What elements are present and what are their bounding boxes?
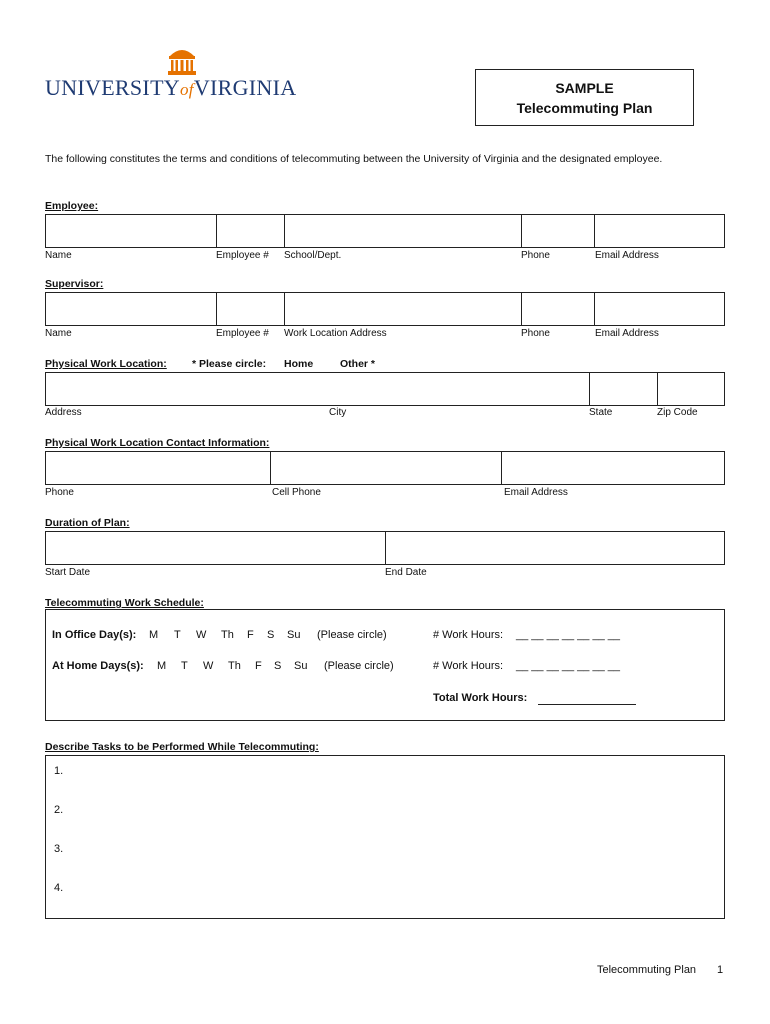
duration-fields-row — [45, 531, 725, 565]
title-box — [475, 69, 694, 126]
location-city-label: City — [329, 407, 347, 418]
end-date-label: End Date — [385, 567, 427, 578]
office-hours-blanks[interactable]: __ __ __ __ __ __ __ — [516, 629, 620, 641]
supervisor-name-field[interactable] — [46, 293, 217, 325]
home-day-tue[interactable]: T — [181, 660, 188, 672]
employee-school-field[interactable] — [285, 215, 522, 247]
office-day-sat[interactable]: S — [267, 629, 275, 641]
contact-cell-field[interactable] — [271, 452, 502, 484]
home-day-sun[interactable]: Su — [294, 660, 308, 672]
office-hours-label: # Work Hours: — [433, 629, 504, 641]
location-fields-row — [45, 372, 725, 406]
duration-heading: Duration of Plan: — [45, 517, 130, 529]
supervisor-name-label: Name — [45, 328, 72, 339]
supervisor-heading: Supervisor: — [45, 278, 104, 290]
task-item-3: 3. — [54, 843, 64, 855]
location-address-label: Address — [45, 407, 82, 418]
contact-email-field[interactable] — [502, 452, 724, 484]
supervisor-number-label: Employee # — [216, 328, 269, 339]
office-day-tue[interactable]: T — [174, 629, 181, 641]
contact-fields-row — [45, 451, 725, 485]
end-date-field[interactable] — [386, 532, 724, 564]
contact-phone-field[interactable] — [46, 452, 271, 484]
start-date-field[interactable] — [46, 532, 386, 564]
schedule-heading: Telecommuting Work Schedule: — [45, 597, 204, 609]
office-day-thu[interactable]: Th — [221, 629, 234, 641]
supervisor-number-field[interactable] — [217, 293, 285, 325]
employee-number-field[interactable] — [217, 215, 285, 247]
tasks-box[interactable] — [45, 755, 725, 919]
logo-of: of — [180, 80, 194, 99]
home-day-wed[interactable]: W — [203, 660, 214, 672]
contact-phone-label: Phone — [45, 487, 74, 498]
location-zip-label: Zip Code — [657, 407, 698, 418]
employee-phone-label: Phone — [521, 250, 550, 261]
logo-university: UNIVERSITY — [45, 75, 180, 100]
page-number: 1 — [717, 964, 724, 976]
office-day-sun[interactable]: Su — [287, 629, 301, 641]
employee-heading: Employee: — [45, 200, 99, 212]
contact-cell-label: Cell Phone — [272, 487, 321, 498]
task-item-2: 2. — [54, 804, 64, 816]
task-item-4: 4. — [54, 882, 64, 894]
supervisor-phone-field[interactable] — [522, 293, 595, 325]
location-address-field[interactable] — [46, 373, 590, 405]
task-item-1: 1. — [54, 765, 64, 777]
office-day-wed[interactable]: W — [196, 629, 207, 641]
home-days-label: At Home Days(s): — [52, 660, 144, 672]
office-circle-note: (Please circle) — [317, 629, 387, 641]
total-hours-label: Total Work Hours: — [433, 692, 528, 704]
employee-fields-row — [45, 214, 725, 248]
rotunda-icon — [166, 44, 198, 76]
supervisor-phone-label: Phone — [521, 328, 550, 339]
footer-title: Telecommuting Plan — [597, 964, 697, 976]
employee-school-label: School/Dept. — [284, 250, 342, 261]
location-circle-prompt: * Please circle: — [192, 358, 267, 370]
home-day-thu[interactable]: Th — [228, 660, 241, 672]
supervisor-email-label: Email Address — [595, 328, 659, 339]
employee-name-label: Name — [45, 250, 72, 261]
total-hours-line[interactable] — [538, 704, 636, 705]
tasks-heading: Describe Tasks to be Performed While Telecommuting: — [45, 741, 319, 753]
office-days-label: In Office Day(s): — [52, 629, 137, 641]
start-date-label: Start Date — [45, 567, 91, 578]
home-hours-label: # Work Hours: — [433, 660, 504, 672]
home-circle-note: (Please circle) — [324, 660, 394, 672]
home-hours-blanks[interactable]: __ __ __ __ __ __ __ — [516, 660, 620, 672]
employee-number-label: Employee # — [216, 250, 269, 261]
office-day-mon[interactable]: M — [149, 629, 159, 641]
location-heading: Physical Work Location: — [45, 358, 167, 370]
logo-wordmark — [45, 74, 320, 102]
employee-email-label: Email Address — [595, 250, 659, 261]
contact-heading: Physical Work Location Contact Information: — [45, 437, 270, 449]
office-day-fri[interactable]: F — [247, 629, 254, 641]
university-logo — [45, 44, 320, 102]
title-plan: Telecommuting Plan — [516, 100, 653, 116]
supervisor-email-field[interactable] — [595, 293, 724, 325]
supervisor-address-field[interactable] — [285, 293, 522, 325]
location-option-home[interactable]: Home — [284, 358, 314, 370]
location-state-field[interactable] — [590, 373, 658, 405]
logo-virginia: VIRGINIA — [193, 75, 297, 100]
supervisor-fields-row — [45, 292, 725, 326]
supervisor-address-label: Work Location Address — [284, 328, 387, 339]
contact-email-label: Email Address — [504, 487, 568, 498]
location-state-label: State — [589, 407, 613, 418]
title-sample: SAMPLE — [555, 80, 614, 96]
intro-paragraph: The following constitutes the terms and conditions of telecommuting between the University of Virginia and the designated employee. — [45, 153, 663, 165]
employee-phone-field[interactable] — [522, 215, 595, 247]
employee-email-field[interactable] — [595, 215, 724, 247]
location-zip-field[interactable] — [658, 373, 724, 405]
home-day-fri[interactable]: F — [255, 660, 262, 672]
employee-name-field[interactable] — [46, 215, 217, 247]
home-day-sat[interactable]: S — [274, 660, 282, 672]
location-option-other[interactable]: Other * — [340, 358, 376, 370]
home-day-mon[interactable]: M — [157, 660, 167, 672]
